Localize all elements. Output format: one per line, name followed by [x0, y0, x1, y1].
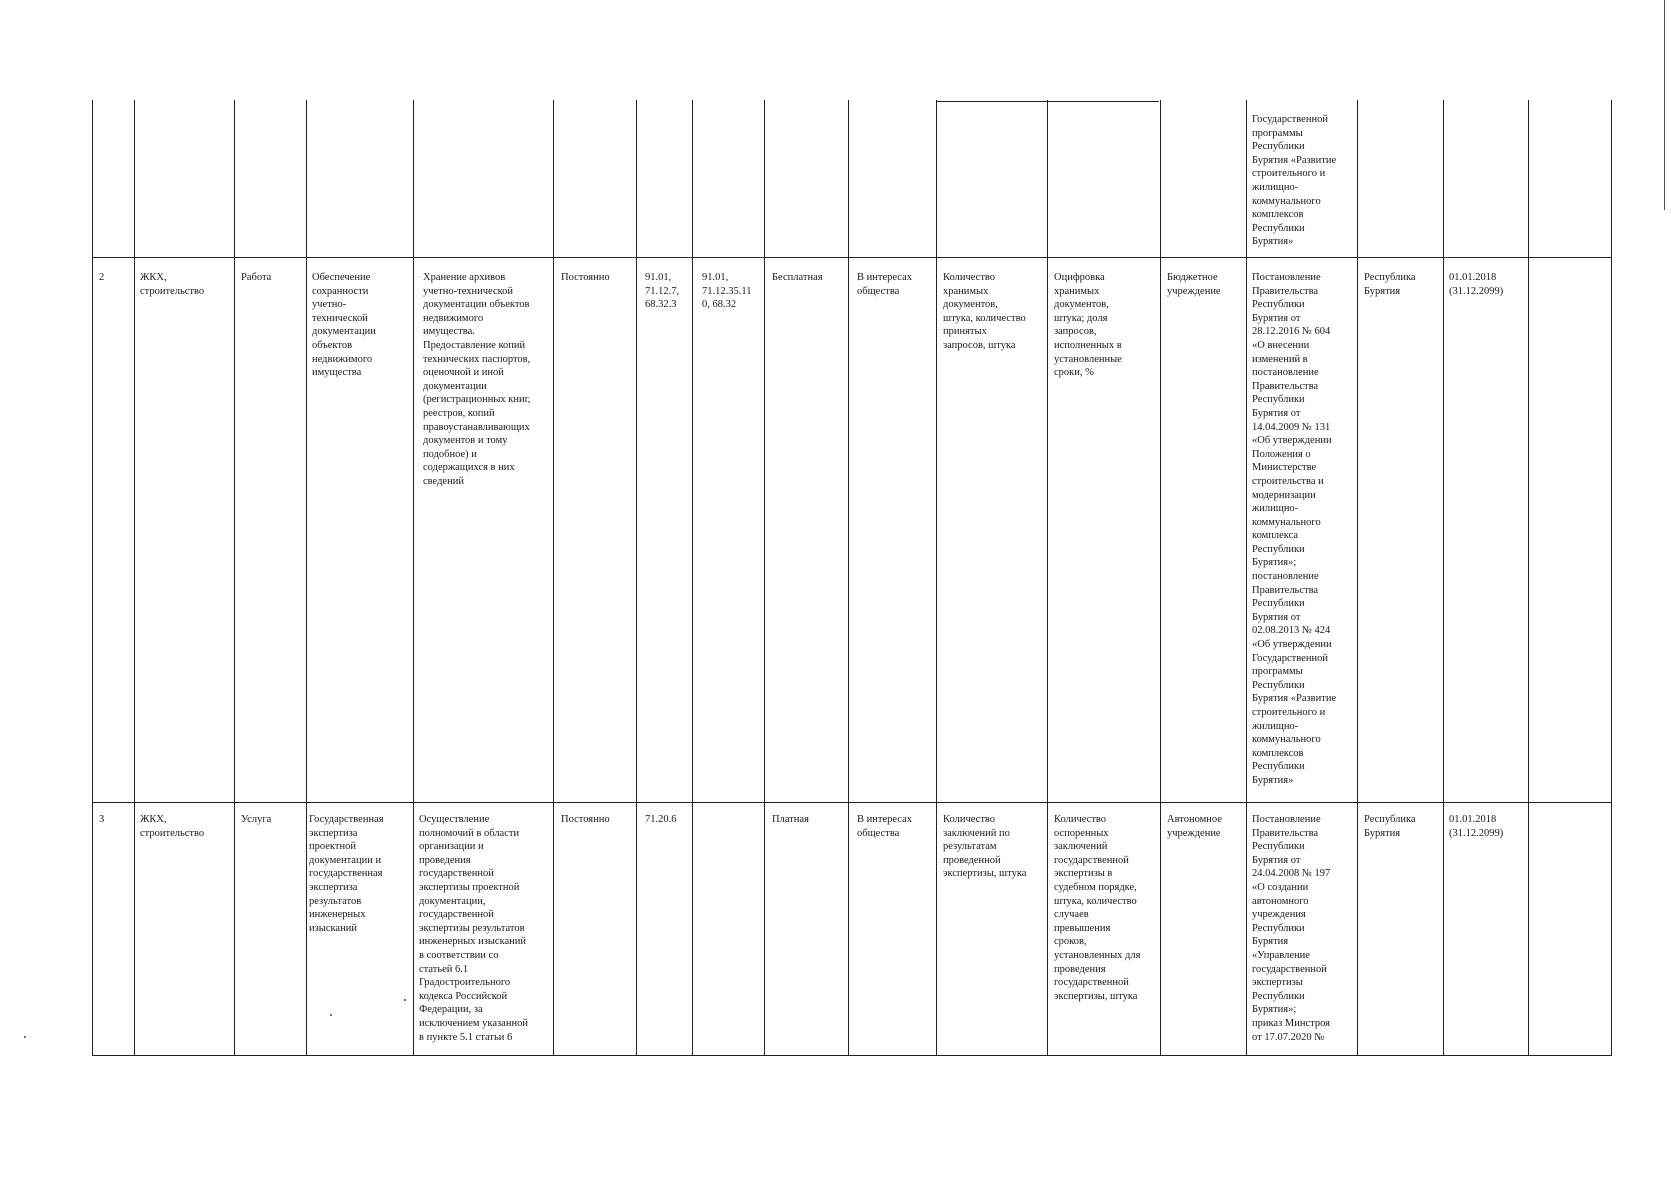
column-divider: [764, 100, 765, 1055]
name-cell: Государственная экспертиза проектной документации и государственная экспертиза результатов инженерных изысканий: [309, 814, 384, 934]
column-divider: [692, 100, 693, 1055]
column-divider: [234, 100, 235, 1055]
column-divider: [306, 100, 307, 1055]
column-divider: [1443, 100, 1444, 1055]
term-cell: Постоянно: [561, 814, 610, 825]
column-divider: [1047, 100, 1048, 1055]
volume-cell: Количество заключений по результатам проведенной экспертизы, штука: [943, 814, 1027, 880]
payment-cell: Платная: [772, 814, 809, 825]
table-border-bottom: [92, 1055, 1612, 1056]
type-cell: Работа: [241, 272, 272, 283]
dates-cell: 01.01.2018 (31.12.2099): [1449, 814, 1504, 839]
quality-cell: Оцифровка хранимых документов, штука; доля запросов, исполненных в установленные сроки, %: [1054, 272, 1122, 379]
founder-cell: Республика Бурятия: [1364, 272, 1416, 297]
volume-cell: Количество хранимых документов, штука, количество принятых запросов, штука: [943, 272, 1026, 351]
column-divider: [1528, 100, 1529, 1055]
column-divider: [413, 100, 414, 1055]
scan-edge-mark: [1664, 0, 1665, 210]
basis-cell: Государственной программы Республики Бурятия «Развитие строительного и жилищно- коммунального комплексов Республики Бурятия»: [1252, 114, 1337, 248]
dates-cell: 01.01.2018 (31.12.2099): [1449, 272, 1504, 297]
sphere-cell: ЖКХ, строительство: [140, 272, 205, 297]
scan-speck: [404, 999, 406, 1001]
column-divider: [134, 100, 135, 1055]
column-divider: [636, 100, 637, 1055]
table-border-right: [1611, 100, 1612, 1055]
column-divider: [1357, 100, 1358, 1055]
row-divider: [92, 802, 1612, 803]
row-number: 3: [99, 814, 105, 825]
cell-top-edge: [936, 101, 1159, 102]
type-cell: Услуга: [241, 814, 272, 825]
quality-cell: Количество оспоренных заключений государственной экспертизы в судебном порядке, штука, количество случаев превышения сроков, установленных для проведения государственной экспертизы, штука: [1054, 814, 1141, 1002]
basis-cell: Постановление Правительства Республики Бурятия от 24.04.2008 № 197 «О создании автономного учреждения Республики Бурятия «Управление государственной экспертизы Республики Бурятия»; приказ Минстроя от 17.07.2020 №: [1252, 814, 1331, 1043]
row-divider: [92, 257, 1612, 258]
column-divider: [1246, 100, 1247, 1055]
okved-cell: 91.01, 71.12.7, 68.32.3: [645, 272, 680, 311]
okpd-cell: 91.01, 71.12.35.11 0, 68.32: [702, 272, 752, 311]
scan-speck: [330, 1014, 332, 1016]
payment-cell: Бесплатная: [772, 272, 823, 283]
content-cell: Хранение архивов учетно-технической документации объектов недвижимого имущества. Предоставление копий технических паспортов, оценочной и иной документации (регистрационных книг, реестров, копий правоустанавливающих документов и тому подобное) и содержащихся в них сведений: [423, 272, 531, 487]
column-divider: [1160, 100, 1161, 1055]
interest-cell: В интересах общества: [857, 272, 912, 297]
sphere-cell: ЖКХ, строительство: [140, 814, 205, 839]
row-number: 2: [99, 272, 105, 283]
okved-cell: 71.20.6: [645, 814, 677, 825]
institution-cell: Автономное учреждение: [1167, 814, 1222, 839]
column-divider: [936, 100, 937, 1055]
content-cell: Осуществление полномочий в области организации и проведения государственной экспертизы проектной документации, государственной экспертизы результатов инженерных изысканий в соответствии со статьей 6.1 Градостроительного кодекса Российской Федерации, за исключением указанной в пункте 5.1 статьи 6: [419, 814, 528, 1043]
founder-cell: Республика Бурятия: [1364, 814, 1416, 839]
okpd-cell: [702, 813, 764, 1053]
scan-speck: [24, 1036, 26, 1038]
name-cell: Обеспечение сохранности учетно- технической документации объектов недвижимого имущества: [312, 272, 376, 379]
term-cell: Постоянно: [561, 272, 610, 283]
table-border-left: [92, 100, 93, 1055]
column-divider: [848, 100, 849, 1055]
institution-cell: Бюджетное учреждение: [1167, 272, 1221, 297]
interest-cell: В интересах общества: [857, 814, 912, 839]
column-divider: [553, 100, 554, 1055]
basis-cell: Постановление Правительства Республики Бурятия от 28.12.2016 № 604 «О внесении изменений в постановление Правительства Республики Бурятия от 14.04.2009 № 131 «Об утверждении Положения о Министерстве строительства и модернизации жилищно- коммунального комплекса Республики Бурятия»; постановление Правительства Республики Бурятия от 02.08.2013 № 424 «Об утверждении Государственной программы Республики Бурятия «Развитие строительного и жилищно- коммунального комплексов Республики Бурятия»: [1252, 272, 1337, 786]
